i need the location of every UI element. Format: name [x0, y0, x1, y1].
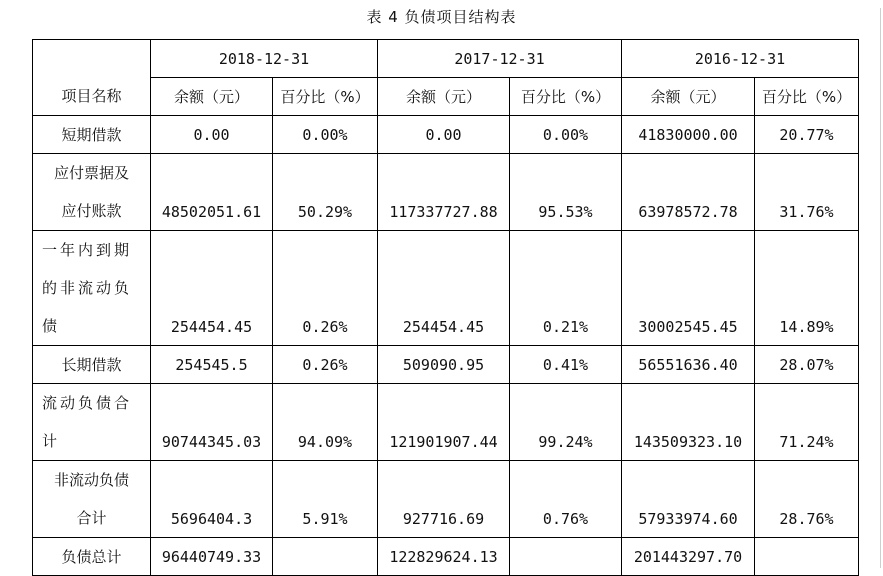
amount-header: 余额（元）: [378, 78, 510, 116]
header-sub-row: [33, 78, 859, 116]
percent-cell: 28.76%: [755, 461, 859, 538]
table-row: [33, 346, 859, 384]
row-label: [33, 461, 151, 538]
percent-cell: 28.07%: [755, 346, 859, 384]
row-label: [33, 231, 151, 346]
row-label-line: 一年内到期: [42, 241, 133, 259]
header-year-row: [33, 40, 859, 78]
percent-cell: 0.41%: [510, 346, 622, 384]
percent-cell: 5.91%: [273, 461, 378, 538]
percent-cell: 0.00%: [510, 116, 622, 154]
amount-cell: 509090.95: [378, 346, 510, 384]
row-label-line: 的非流动负: [42, 279, 133, 297]
row-label-line: 非流动负债: [53, 471, 129, 489]
amount-cell: 30002545.45: [622, 231, 755, 346]
table-row: [33, 154, 859, 231]
amount-header: 余额（元）: [622, 78, 755, 116]
amount-cell: 96440749.33: [151, 538, 273, 576]
percent-cell: 0.00%: [273, 116, 378, 154]
row-label-line: 计: [42, 432, 61, 450]
amount-cell: 117337727.88: [378, 154, 510, 231]
percent-cell: 94.09%: [273, 384, 378, 461]
table-row: [33, 231, 859, 346]
percent-header: 百分比（%）: [510, 78, 622, 116]
percent-cell: 95.53%: [510, 154, 622, 231]
year-header-2018: 2018-12-31: [151, 40, 378, 78]
percent-header: 百分比（%）: [755, 78, 859, 116]
year-header-2016: 2016-12-31: [622, 40, 859, 78]
row-label-line: 应付票据及: [53, 164, 129, 182]
amount-cell: 5696404.3: [151, 461, 273, 538]
row-label: [33, 154, 151, 231]
amount-cell: 254545.5: [151, 346, 273, 384]
percent-cell: 71.24%: [755, 384, 859, 461]
percent-cell: [510, 538, 622, 576]
amount-cell: 254454.45: [378, 231, 510, 346]
amount-cell: 121901907.44: [378, 384, 510, 461]
amount-cell: 122829624.13: [378, 538, 510, 576]
page-edge-line: [880, 8, 881, 568]
year-header-2017: 2017-12-31: [378, 40, 622, 78]
amount-cell: 201443297.70: [622, 538, 755, 576]
row-label: 长期借款: [33, 346, 151, 384]
liability-structure-table: [32, 39, 859, 576]
amount-cell: 0.00: [151, 116, 273, 154]
amount-cell: 57933974.60: [622, 461, 755, 538]
percent-header: 百分比（%）: [273, 78, 378, 116]
percent-cell: 99.24%: [510, 384, 622, 461]
percent-cell: 31.76%: [755, 154, 859, 231]
row-label: [33, 384, 151, 461]
amount-cell: 927716.69: [378, 461, 510, 538]
row-label-line: 债: [42, 317, 61, 335]
percent-cell: 0.21%: [510, 231, 622, 346]
amount-cell: 0.00: [378, 116, 510, 154]
table-row: [33, 384, 859, 461]
amount-cell: 254454.45: [151, 231, 273, 346]
row-label-line: 流动负债合: [42, 394, 133, 412]
row-label-line: 合计: [76, 509, 107, 527]
percent-cell: 50.29%: [273, 154, 378, 231]
table-row: [33, 461, 859, 538]
item-name-header: 项目名称: [33, 40, 151, 116]
table-row: [33, 538, 859, 576]
percent-cell: [755, 538, 859, 576]
amount-cell: 63978572.78: [622, 154, 755, 231]
row-label: 负债总计: [33, 538, 151, 576]
amount-cell: 48502051.61: [151, 154, 273, 231]
amount-header: 余额（元）: [151, 78, 273, 116]
amount-cell: 56551636.40: [622, 346, 755, 384]
table-row: [33, 116, 859, 154]
amount-cell: 143509323.10: [622, 384, 755, 461]
amount-cell: 90744345.03: [151, 384, 273, 461]
percent-cell: 0.26%: [273, 346, 378, 384]
amount-cell: 41830000.00: [622, 116, 755, 154]
percent-cell: 0.26%: [273, 231, 378, 346]
row-label-line: 应付账款: [61, 202, 122, 220]
row-label: 短期借款: [33, 116, 151, 154]
percent-cell: [273, 538, 378, 576]
percent-cell: 0.76%: [510, 461, 622, 538]
percent-cell: 20.77%: [755, 116, 859, 154]
percent-cell: 14.89%: [755, 231, 859, 346]
table-caption: 表 4 负债项目结构表: [366, 8, 517, 26]
